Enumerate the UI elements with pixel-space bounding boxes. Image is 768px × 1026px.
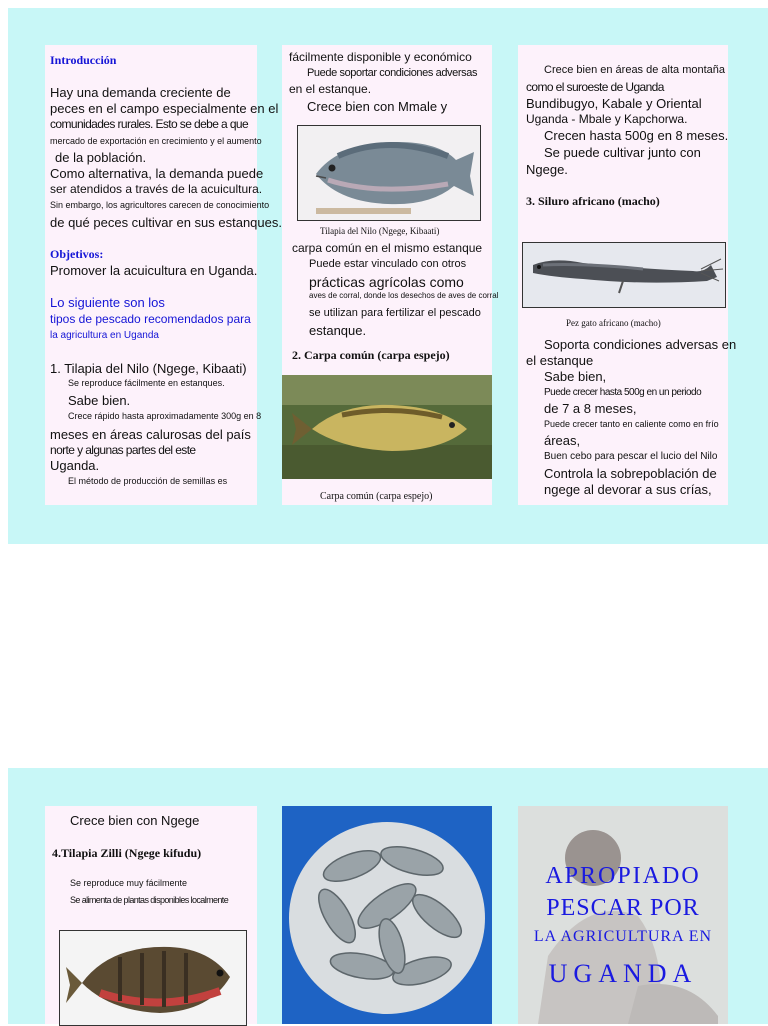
col2-line: Puede soportar condiciones adversas [307,67,478,79]
col3-line: áreas, [544,433,581,448]
zilli-heading: 4.Tilapia Zilli (Ngege kifudu) [52,846,202,860]
zilli-line: Se alimenta de plantas disponibles localmente [70,895,229,905]
col3-line: Sabe bien, [544,369,607,384]
carp-heading: 2. Carpa común (carpa espejo) [292,348,450,362]
zilli-line: Se reproduce muy fácilmente [70,878,188,888]
tilapia-nilo-line: Sabe bien. [68,393,131,408]
tilapia-nilo-line: Crece rápido hasta aproximadamente 300g en 8 [68,411,262,421]
tilapia-nilo-heading: 1. Tilapia del Nilo (Ngege, Kibaati) [50,361,247,376]
catfish-caption: Pez gato africano (macho) [566,318,661,328]
intro-line: Hay una demanda creciente de [50,85,231,100]
col3-line: Crece bien en áreas de alta montaña [544,64,726,76]
col3-line: Puede crecer hasta 500g en un periodo [544,387,702,398]
intro-line: comunidades rurales. Esto se debe a que [50,117,249,131]
objectives-heading: Objetivos: [50,247,104,261]
col2-line: fácilmente disponible y económico [289,50,472,64]
zilli-photo [59,930,247,1026]
cover-title-line: PESCAR POR [546,895,700,921]
col2-line: Puede estar vinculado con otros [309,258,467,270]
col3-line: como el suroeste de Uganda [526,80,664,94]
col3-line: Crecen hasta 500g en 8 meses. [544,128,729,143]
intro-line: Como alternativa, la demanda puede [50,166,264,181]
col3-line: de 7 a 8 meses, [544,401,637,416]
intro-line: mercado de exportación en crecimiento y el aumento [50,136,262,146]
cover-title-line: APROPIADO [545,863,701,889]
col3-line: Se puede cultivar junto con [544,145,701,160]
catfish-photo [522,242,726,308]
list-intro-line: Lo siguiente son los [50,295,165,310]
col3-line: ngege al devorar a sus crías, [544,482,712,497]
tilapia-nilo-line: Se reproduce fácilmente en estanques. [68,378,225,388]
col2-line: aves de corral, donde los desechos de aves de corral [309,291,499,300]
intro-line: de qué peces cultivar en sus estanques. [50,215,282,230]
tilapia-photo [297,125,481,221]
col2-line: en el estanque. [289,82,372,96]
intro-line: Sin embargo, los agricultores carecen de conocimiento [50,200,270,210]
tilapia-nilo-line: norte y algunas partes del este [50,443,196,457]
list-intro-line: tipos de pescado recomendados para [50,312,251,326]
intro-line: de la población. [55,150,147,165]
tilapia-caption: Tilapia del Nilo (Ngege, Kibaati) [320,226,440,236]
col2-line: Crece bien con Mmale y [307,99,448,114]
col3-line: Soporta condiciones adversas en [544,337,737,352]
carp-photo [282,375,492,479]
carp-caption: Carpa común (carpa espejo) [320,491,433,502]
col2-line: se utilizan para fertilizar el pescado [309,307,481,319]
list-intro-line: la agricultura en Uganda [50,330,159,341]
panel-introduction [45,45,282,505]
cover-photo [518,806,728,1024]
fish-basket-photo [282,806,492,1024]
col3-line: Puede crecer tanto en caliente como en frío [544,419,719,429]
panel-tilapia-zilli [45,806,257,1024]
panel-catfish [518,45,737,505]
col3-line: Bundibugyo, Kabale y Oriental [526,96,702,111]
col2-line: prácticas agrícolas como [309,274,464,290]
panel-tilapia-carp [282,45,499,505]
tilapia-nilo-line: meses en áreas calurosas del país [50,427,251,442]
col3-line: el estanque [526,353,594,368]
tilapia-nilo-line: El método de producción de semillas es [68,476,228,486]
col3-line: Ngege. [526,162,568,177]
zilli-intro-line: Crece bien con Ngege [70,813,200,828]
cover-title-line: UGANDA [548,959,698,988]
objectives-text: Promover la acuicultura en Uganda. [50,263,258,278]
col2-line: estanque. [309,323,367,338]
cover-title-line: LA AGRICULTURA EN [533,928,713,945]
col3-line: Uganda - Mbale y Kapchorwa. [526,112,688,126]
col3-line: Buen cebo para pescar el lucio del Nilo [544,451,718,462]
intro-line: ser atendidos a través de la acuicultura. [50,182,263,196]
intro-line: peces en el campo especialmente en el [50,101,279,116]
col2-line: carpa común en el mismo estanque [292,241,483,255]
catfish-heading: 3. Siluro africano (macho) [526,194,660,208]
col3-line: Controla la sobrepoblación de [544,466,717,481]
tilapia-nilo-line: Uganda. [50,458,100,473]
intro-heading: Introducción [50,53,117,67]
